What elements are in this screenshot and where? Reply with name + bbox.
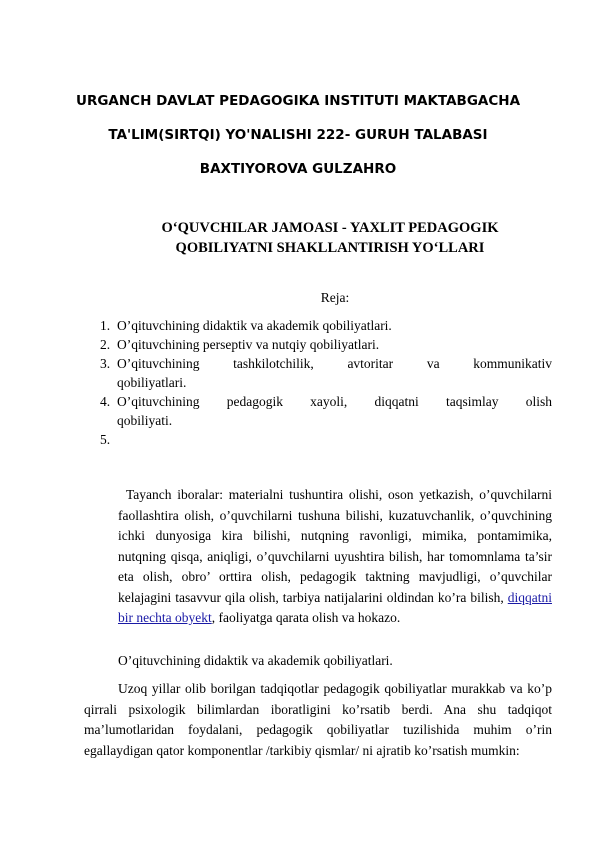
- plan-item-text: O’qituvchining didaktik va akademik qobiliyatlari.: [117, 318, 392, 333]
- plan-item: [100, 335, 552, 354]
- plan-item: [100, 316, 552, 335]
- keywords-text: materialni tushuntira olishi, oson yetkazish, o’quvchilarni faollashtira olish, o’quvchilarni tushuna bilishi, kuzatuvchanlik, o’quvchining ichki dunyosiga kira bilishi, nutqning ravonligi, mimika, pontamimika, nutqning qisqa, aniqligi, o’quvchilarni uyushtira bilish, har tomomnlama ta’sir eta olish, obro’ orttira olish, pedagogik taktning mavjudligi, o’quvchilar kelajagini tasavvur qila olish, tarbiya natijalarini oldindan ko’ra bilish,: [118, 487, 552, 605]
- plan-item-text: O’qituvchining pedagogik xayoli, diqqatni taqsimlay olish: [117, 394, 552, 409]
- section-heading: O’qituvchining didaktik va akademik qobiliyatlari.: [118, 653, 393, 668]
- title-line-1: O‘QUVCHILAR JAMOASI - YAXLIT PEDAGOGIK: [161, 220, 499, 236]
- header-line-author: BAXTIYOROVA GULZAHRO: [199, 161, 397, 177]
- plan-item: [100, 392, 552, 430]
- plan-item-number: 2.: [100, 337, 111, 352]
- document-header: [0, 84, 596, 186]
- plan-item-text: O’qituvchining perseptiv va nutqiy qobiliyatlari.: [117, 337, 380, 352]
- keywords-label: Tayanch iboralar:: [126, 487, 223, 502]
- plan-item: [100, 354, 552, 392]
- plan-item-number: 1.: [100, 318, 111, 333]
- document-title: [100, 218, 560, 258]
- plan-item-number: 3.: [100, 356, 111, 371]
- title-line-2: QOBILIYATNI SHAKLLANTIRISH YO‘LLARI: [175, 240, 485, 256]
- plan-item-text: O’qituvchining tashkilotchilik, avtoritar va kommunikativ: [117, 356, 552, 371]
- plan-item-number: 4.: [100, 394, 111, 409]
- plan-list: [100, 316, 552, 447]
- header-line-group: TA'LIM(SIRTQI) YO'NALISHI 222- GURUH TALABASI: [108, 127, 488, 143]
- plan-item-text-continued: qobiliyati.: [117, 413, 173, 428]
- header-line-institute: URGANCH DAVLAT PEDAGOGIKA INSTITUTI MAKTABGACHA: [75, 93, 521, 109]
- plan-item-number: 5.: [100, 432, 111, 447]
- body-paragraph: Uzoq yillar olib borilgan tadqiqotlar pedagogik qobiliyatlar murakkab va ko’p qirrali psixologik bilimlardan iboratligini ko’rsatib berdi. Ana shu tadqiqot ma’lumotlaridan foydalani, pedagogik qobiliyatlar tuzilishida muhim o’rin egallaydigan qator komponentlar /tarkibiy qismlar/ ni ajratib ko’rsatish mumkin:: [84, 681, 552, 758]
- keywords-paragraph: [84, 485, 552, 629]
- plan-item-text-continued: qobiliyatlari.: [117, 375, 187, 390]
- plan-heading: Reja:: [320, 290, 350, 305]
- keywords-link[interactable]: diqqatni bir nechta obyekt: [118, 589, 552, 625]
- keywords-text-end: , faoliyatga qarata olish va hokazo.: [211, 610, 401, 625]
